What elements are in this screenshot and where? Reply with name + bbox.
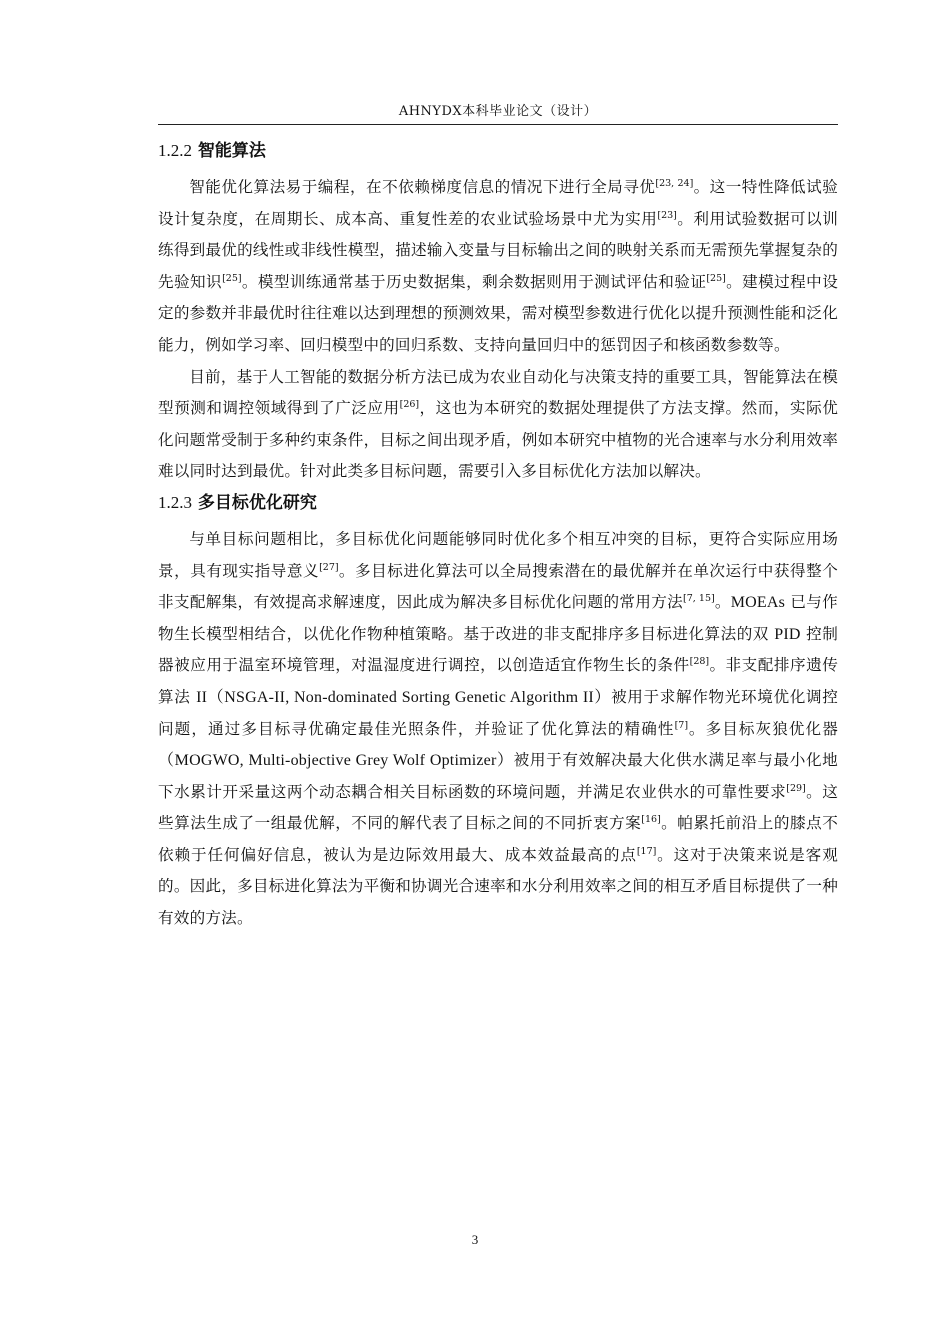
text-run: 与单目标问题相比，多目标优化问题能够同时优化多个相互冲突的目标，更符合实际应用场景，具有现实指导意义 bbox=[158, 529, 838, 580]
text-run: 已与作物生长模型相结合，以优化作物种植策略。基于改进的非支配排序多目标进化算法的双 bbox=[158, 593, 838, 643]
section-number: 1.2.3 bbox=[158, 492, 192, 512]
text-run: 。 bbox=[714, 593, 731, 612]
citation: [27] bbox=[319, 561, 339, 573]
section-heading bbox=[158, 136, 838, 166]
section-heading bbox=[158, 488, 838, 518]
running-header: AHNYDX本科毕业论文（设计） bbox=[398, 104, 598, 119]
paragraph bbox=[158, 362, 838, 488]
text-run: 目前，基于人工智能的数据分析方法已成为农业自动化与决策支持的重要工具，智能算法在模型预测和调控领域得到了广泛应用 bbox=[158, 367, 838, 418]
citation: [7, 15] bbox=[683, 592, 715, 604]
citation: [17] bbox=[636, 845, 657, 857]
section-multi-objective-optimization bbox=[158, 488, 838, 935]
text-run: 。建模过程中设定的参数并非最优时往往难以达到理想的预测效果，需对模型参数进行优化以提升预测性能和泛化能力，例如学习率、回归模型中的回归系数、支持向量回归中的惩罚因子和核函数参数等。 bbox=[158, 272, 838, 354]
citation: [16] bbox=[641, 814, 661, 826]
latin-text: II（NSGA-II, Non-dominated Sorting Genetic Algorithm II） bbox=[196, 688, 612, 706]
section-number: 1.2.2 bbox=[158, 141, 192, 160]
citation: [7] bbox=[674, 719, 689, 731]
text-run: 。这对于决策来说是客观的。因此，多目标进化算法为平衡和协调光合速率和水分利用效率之间的相互矛盾目标提供了一种有效的方法。 bbox=[158, 845, 838, 928]
text-run: 被用于有效解决最大化供水满足率与最小化地下水累计开采量这两个动态耦合相关目标函数的环境问题，并满足农业供水的可靠性要求 bbox=[158, 751, 838, 801]
citation: [23, 24] bbox=[655, 177, 694, 189]
text-run: 。模型训练通常基于历史数据集，剩余数据则用于测试评估和验证 bbox=[241, 272, 707, 291]
text-run: 。非支配排序遗传算法 bbox=[158, 656, 838, 706]
text-run: 。这些算法生成了一组最优解，不同的解代表了目标之间的不同折衷方案 bbox=[158, 782, 838, 833]
text-run: 智能优化算法易于编程，在不依赖梯度信息的情况下进行全局寻优 bbox=[189, 178, 656, 196]
paragraph bbox=[158, 172, 838, 362]
header-rule bbox=[158, 124, 838, 125]
latin-text: （MOGWO, Multi-objective Grey Wolf Optimizer） bbox=[158, 752, 514, 770]
text-run: 。多目标进化算法可以全局搜索潜在的最优解并在单次运行中获得整个非支配解集，有效提高求解速度，因此成为解决多目标优化问题的常用方法 bbox=[158, 561, 838, 612]
text-run: 。利用试验数据可以训练得到最优的线性或非线性模型，描述输入变量与目标输出之间的映射关系而无需预先掌握复杂的先验知识 bbox=[158, 209, 838, 291]
citation: [28] bbox=[689, 656, 710, 668]
text-run: ，这也为本研究的数据处理提供了方法支撑。然而，实际优化问题常受制于多种约束条件，目标之间出现矛盾，例如本研究中植物的光合速率与水分利用效率难以同时达到最优。针对此类多目标问题，需要引入多目标优化方法加以解决。 bbox=[158, 399, 838, 481]
body-content bbox=[158, 136, 838, 935]
citation: [25] bbox=[706, 272, 726, 284]
citation: [29] bbox=[786, 782, 806, 794]
citation: [26] bbox=[399, 398, 420, 410]
text-run: 。帕累托前沿上的膝点不依赖于任何偏好信息，被认为是边际效用最大、成本效益最高的点 bbox=[158, 814, 838, 864]
citation: [25] bbox=[222, 272, 242, 284]
section-intelligent-algorithms bbox=[158, 136, 838, 488]
text-run: 控制器被应用于温室环境管理，对温湿度进行调控，以创造适宜作物生长的条件 bbox=[158, 624, 838, 675]
page-number: 3 bbox=[471, 1232, 479, 1247]
citation: [23] bbox=[657, 209, 677, 221]
paragraph bbox=[158, 524, 838, 935]
text-run: 被用于求解作物光环境优化调控问题，通过多目标寻优确定最佳光照条件，并验证了优化算法的精确性 bbox=[158, 687, 838, 738]
latin-text: PID bbox=[774, 625, 801, 643]
text-run: 。多目标灰狼优化器 bbox=[688, 719, 838, 738]
latin-text: MOEAs bbox=[730, 594, 786, 612]
text-run: 。这一特性降低试验设计复杂度，在周期长、成本高、重复性差的农业试验场景中尤为实用 bbox=[158, 178, 838, 228]
section-title-text: 智能算法 bbox=[197, 141, 266, 161]
section-title-text: 多目标优化研究 bbox=[197, 492, 317, 513]
